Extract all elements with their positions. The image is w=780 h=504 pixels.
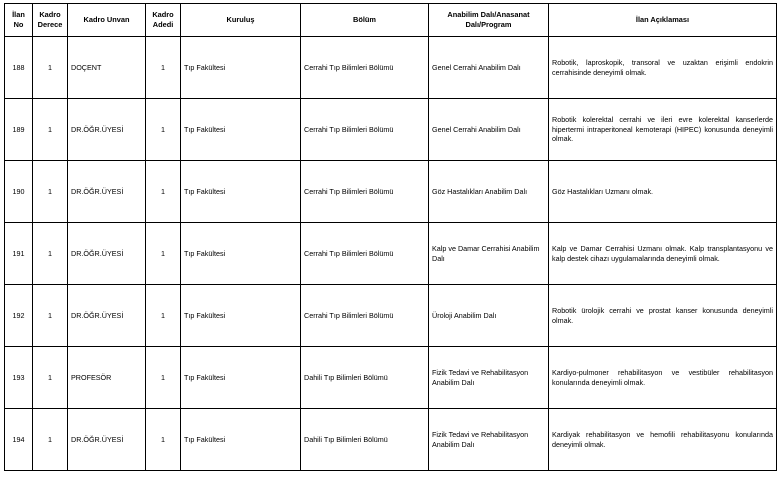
cell-kadro-derece-text: 1 — [48, 248, 52, 258]
cell-ilan-no-text: 191 — [12, 248, 25, 258]
cell-kadro-derece — [33, 347, 68, 409]
header-line-2: Adedi — [152, 20, 174, 29]
cell-kurulus-text: Tıp Fakültesi — [184, 186, 226, 196]
cell-kurulus-text: Tıp Fakültesi — [184, 310, 226, 320]
cell-bolum — [301, 347, 429, 409]
table-row — [5, 161, 777, 223]
cell-anabilim — [429, 285, 549, 347]
cell-kadro-derece — [33, 99, 68, 161]
cell-kadro-derece-text: 1 — [48, 186, 52, 196]
cell-kadro-adedi — [146, 37, 181, 99]
cell-aciklama-text: Kardiyo-pulmoner rehabilitasyon ve vestibüler rehabilitasyon konularında deneyimli olmak. — [552, 367, 773, 387]
table-header-row — [5, 4, 777, 37]
cell-kadro-adedi-text: 1 — [161, 62, 165, 72]
cell-bolum-text: Cerrahi Tıp Bilimleri Bölümü — [304, 248, 394, 258]
cell-ilan-no-text: 189 — [12, 124, 25, 134]
table-header — [5, 4, 777, 37]
cell-anabilim — [429, 347, 549, 409]
cell-anabilim-text: Genel Cerrahi Anabilim Dalı — [432, 62, 521, 72]
cell-bolum-text: Dahili Tıp Bilimleri Bölümü — [304, 372, 388, 382]
header-line-1: Anabilim Dalı/Anasanat — [447, 10, 530, 20]
cell-kadro-derece — [33, 409, 68, 471]
table-row — [5, 347, 777, 409]
header-line-1: Kadro — [39, 10, 61, 20]
cell-bolum-text: Cerrahi Tıp Bilimleri Bölümü — [304, 310, 394, 320]
cell-anabilim — [429, 161, 549, 223]
cell-bolum — [301, 161, 429, 223]
cell-bolum-text: Cerrahi Tıp Bilimleri Bölümü — [304, 62, 394, 72]
cell-ilan-no — [5, 409, 33, 471]
cell-kadro-unvan-text: PROFESÖR — [71, 372, 112, 382]
column-header-kurulus: Kuruluş — [181, 4, 301, 37]
cell-bolum-text: Cerrahi Tıp Bilimleri Bölümü — [304, 124, 394, 134]
header-line-2: Derece — [37, 20, 63, 29]
header-line-1: İlan — [12, 10, 25, 20]
cell-bolum-text: Cerrahi Tıp Bilimleri Bölümü — [304, 186, 394, 196]
cell-aciklama — [549, 409, 777, 471]
cell-kadro-unvan-text: DOÇENT — [71, 62, 102, 72]
cell-anabilim-text: Üroloji Anabilim Dalı — [432, 310, 497, 320]
cell-kadro-adedi-text: 1 — [161, 124, 165, 134]
cell-kurulus-text: Tıp Fakültesi — [184, 434, 226, 444]
cell-kadro-adedi-text: 1 — [161, 434, 165, 444]
cell-kadro-unvan — [68, 37, 146, 99]
cell-kadro-unvan-text: DR.ÖĞR.ÜYESİ — [71, 310, 124, 320]
cell-kadro-adedi-text: 1 — [161, 372, 165, 382]
cell-kadro-adedi-text: 1 — [161, 186, 165, 196]
cell-aciklama — [549, 37, 777, 99]
cell-ilan-no — [5, 347, 33, 409]
cell-kadro-derece-text: 1 — [48, 372, 52, 382]
cell-anabilim-text: Genel Cerrahi Anabilim Dalı — [432, 124, 521, 134]
cell-anabilim-text: Kalp ve Damar Cerrahisi Anabilim Dalı — [432, 243, 540, 263]
cell-kadro-derece-text: 1 — [48, 310, 52, 320]
cell-aciklama-text: Robotik kolerektal cerrahi ve ileri evre kolerektal kanserlerde hipertermi intraperitoneal kemoterapi (HIPEC) konusunda deneyimli olmak. — [552, 114, 773, 144]
column-header-kadro-adedi — [146, 4, 181, 37]
table-row — [5, 409, 777, 471]
header-line-1: Kadro — [152, 10, 174, 20]
cell-kadro-unvan — [68, 347, 146, 409]
cell-kurulus-text: Tıp Fakültesi — [184, 372, 226, 382]
cell-bolum — [301, 409, 429, 471]
cell-kadro-unvan — [68, 409, 146, 471]
cell-kurulus — [181, 409, 301, 471]
cell-kadro-unvan-text: DR.ÖĞR.ÜYESİ — [71, 186, 124, 196]
column-header-ilan-no — [5, 4, 33, 37]
cell-aciklama-text: Robotik ürolojik cerrahi ve prostat kanser konusunda deneyimli olmak. — [552, 305, 773, 325]
cell-kadro-adedi-text: 1 — [161, 310, 165, 320]
cell-aciklama — [549, 223, 777, 285]
cell-kadro-derece — [33, 285, 68, 347]
cell-kadro-derece — [33, 161, 68, 223]
cell-kurulus-text: Tıp Fakültesi — [184, 248, 226, 258]
cell-kurulus — [181, 347, 301, 409]
cell-anabilim — [429, 99, 549, 161]
table-row — [5, 99, 777, 161]
cell-ilan-no-text: 192 — [12, 310, 25, 320]
cell-kadro-adedi — [146, 161, 181, 223]
cell-aciklama-text: Robotik, laproskopik, transoral ve uzaktan erişimli endokrin cerrahisinde deneyimli olmak. — [552, 57, 773, 77]
cell-kadro-unvan — [68, 223, 146, 285]
cell-bolum — [301, 223, 429, 285]
cell-kadro-adedi — [146, 409, 181, 471]
cell-bolum — [301, 37, 429, 99]
cell-anabilim — [429, 223, 549, 285]
cell-kurulus — [181, 37, 301, 99]
cell-kurulus-text: Tıp Fakültesi — [184, 124, 226, 134]
table-row — [5, 223, 777, 285]
cell-kadro-adedi — [146, 347, 181, 409]
cell-kurulus-text: Tıp Fakültesi — [184, 62, 226, 72]
cell-anabilim-text: Fizik Tedavi ve Rehabilitasyon Anabilim Dalı — [432, 367, 529, 387]
cell-kurulus — [181, 161, 301, 223]
cell-aciklama — [549, 99, 777, 161]
table-body — [5, 37, 777, 471]
cell-ilan-no — [5, 161, 33, 223]
column-header-bolum: Bölüm — [301, 4, 429, 37]
cell-kadro-unvan-text: DR.ÖĞR.ÜYESİ — [71, 434, 124, 444]
cell-kadro-unvan-text: DR.ÖĞR.ÜYESİ — [71, 248, 124, 258]
cell-kadro-unvan — [68, 285, 146, 347]
cell-kadro-derece-text: 1 — [48, 124, 52, 134]
cell-kadro-unvan — [68, 99, 146, 161]
cell-kurulus — [181, 285, 301, 347]
header-line-2: No — [13, 20, 24, 29]
kadro-ilan-table — [4, 3, 777, 471]
cell-aciklama-text: Kardiyak rehabilitasyon ve hemofili rehabilitasyonu konularında deneyimli olmak. — [552, 429, 773, 449]
cell-kadro-adedi — [146, 99, 181, 161]
cell-kadro-derece-text: 1 — [48, 62, 52, 72]
cell-kadro-adedi — [146, 285, 181, 347]
cell-kadro-adedi-text: 1 — [161, 248, 165, 258]
column-header-kadro-unvan: Kadro Unvan — [68, 4, 146, 37]
header-line-2: Dalı/Program — [465, 20, 512, 29]
cell-aciklama — [549, 347, 777, 409]
column-header-ilan-aciklamasi: İlan Açıklaması — [549, 4, 777, 37]
cell-ilan-no-text: 188 — [12, 62, 25, 72]
cell-aciklama-text: Kalp ve Damar Cerrahisi Uzmanı olmak. Kalp transplantasyonu ve kalp destek cihazı uygulamalarında deneyimli olmak. — [552, 243, 773, 263]
cell-bolum — [301, 285, 429, 347]
cell-kadro-derece — [33, 223, 68, 285]
cell-anabilim — [429, 409, 549, 471]
cell-kurulus — [181, 223, 301, 285]
cell-kadro-derece-text: 1 — [48, 434, 52, 444]
cell-ilan-no-text: 194 — [12, 434, 25, 444]
cell-anabilim-text: Fizik Tedavi ve Rehabilitasyon Anabilim Dalı — [432, 429, 529, 449]
cell-kadro-unvan-text: DR.ÖĞR.ÜYESİ — [71, 124, 124, 134]
cell-aciklama — [549, 285, 777, 347]
column-header-kadro-derece — [33, 4, 68, 37]
cell-kadro-adedi — [146, 223, 181, 285]
cell-ilan-no-text: 193 — [12, 372, 25, 382]
cell-kadro-derece — [33, 37, 68, 99]
cell-anabilim-text: Göz Hastalıkları Anabilim Dalı — [432, 186, 528, 196]
cell-ilan-no — [5, 99, 33, 161]
cell-aciklama-text: Göz Hastalıkları Uzmanı olmak. — [552, 186, 654, 196]
cell-anabilim — [429, 37, 549, 99]
table-row — [5, 285, 777, 347]
cell-bolum-text: Dahili Tıp Bilimleri Bölümü — [304, 434, 388, 444]
cell-ilan-no-text: 190 — [12, 186, 25, 196]
column-header-anabilim-dali — [429, 4, 549, 37]
cell-ilan-no — [5, 223, 33, 285]
cell-ilan-no — [5, 37, 33, 99]
cell-bolum — [301, 99, 429, 161]
cell-kadro-unvan — [68, 161, 146, 223]
cell-ilan-no — [5, 285, 33, 347]
table-row — [5, 37, 777, 99]
cell-aciklama — [549, 161, 777, 223]
cell-kurulus — [181, 99, 301, 161]
